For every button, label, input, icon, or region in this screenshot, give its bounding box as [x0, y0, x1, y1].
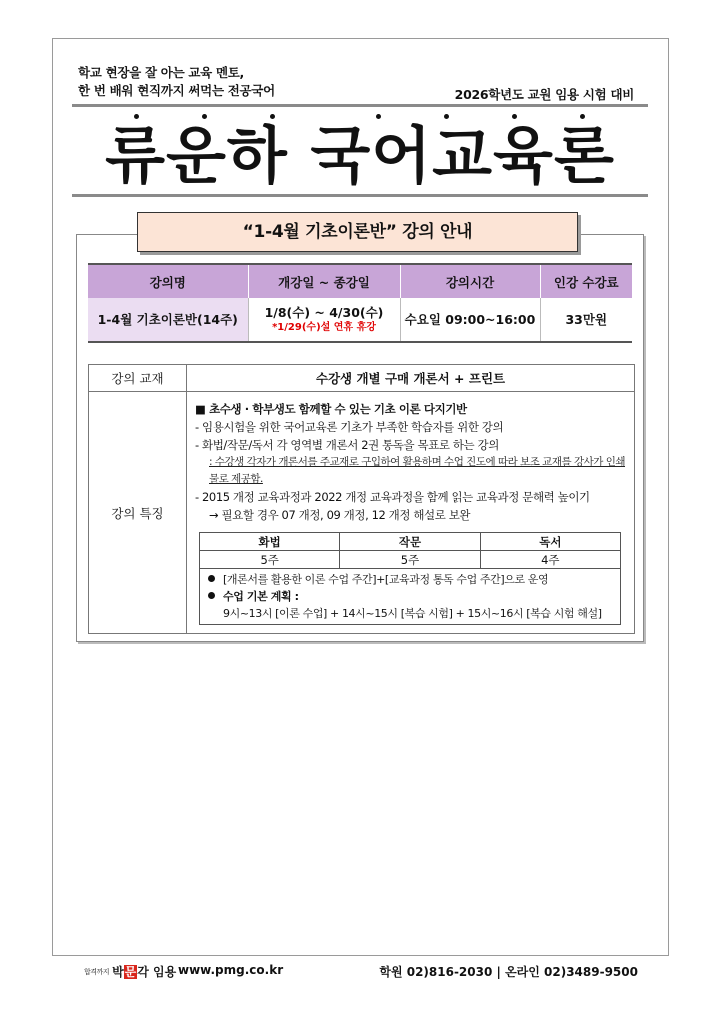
brand-suffix: 임용 — [148, 965, 177, 979]
footer-brand-logo — [84, 963, 176, 980]
feature-sub-item: → 필요할 경우 07 개정, 09 개정, 12 개정 해설로 보완 — [209, 508, 471, 522]
guide-banner: “1-4월 기초이론반” 강의 안내 — [137, 212, 578, 252]
col-header-fee: 인강 수강료 — [540, 264, 632, 298]
lecture-period: 1/8(수) ~ 4/30(수) — [264, 304, 384, 320]
plan-box — [199, 569, 621, 625]
col-header-time: 강의시간 — [400, 264, 540, 298]
detail-table — [88, 364, 635, 634]
feature-item: - 2015 개정 교육과정과 2022 개정 교육과정을 함께 읽는 교육과정 문해력 높이기 — [195, 490, 590, 504]
header-tagline — [78, 64, 275, 100]
title-top-rule — [72, 104, 648, 107]
lecture-period-cell — [248, 298, 400, 342]
weeks-value: 5주 — [200, 551, 340, 569]
brand-slogan: 합격까지 — [84, 967, 110, 976]
lecture-table-header — [88, 264, 632, 298]
plan-line — [208, 588, 614, 605]
weeks-value: 5주 — [340, 551, 480, 569]
bullet-icon — [208, 592, 215, 599]
features-label: 강의 특징 — [89, 392, 187, 634]
weeks-header: 작문 — [340, 533, 480, 551]
plan-line — [208, 571, 614, 588]
brand-char: 각 — [137, 965, 149, 979]
weeks-header: 독서 — [480, 533, 620, 551]
table-row — [88, 298, 632, 342]
feature-note: : 수강생 각자가 개론서를 주교재로 구입하여 활용하며 수업 진도에 따라 보조 교재를 강사가 인쇄물로 제공함. — [209, 456, 626, 485]
brand-name — [112, 963, 176, 980]
tagline-line-2: 한 번 배워 현직까지 써먹는 전공국어 — [78, 83, 275, 98]
col-header-period: 개강일 ~ 종강일 — [248, 264, 400, 298]
holiday-note: *1/29(수)설 연휴 휴강 — [272, 321, 376, 333]
feature-item: - 임용시험을 위한 국어교육론 기초가 부족한 학습자를 위한 강의 — [195, 420, 504, 434]
lecture-fee: 33만원 — [540, 298, 632, 342]
weeks-header-row — [200, 533, 621, 551]
col-header-name: 강의명 — [88, 264, 248, 298]
lecture-time: 수요일 09:00~16:00 — [400, 298, 540, 342]
tagline-line-1: 학교 현장을 잘 아는 교육 멘토, — [78, 65, 245, 80]
textbook-label: 강의 교재 — [89, 365, 187, 392]
lecture-name: 1-4월 기초이론반(14주) — [88, 298, 248, 342]
plan-text: [개론서를 활용한 이론 수업 주간]+[교육과정 통독 수업 주간]으로 운영 — [223, 573, 549, 586]
weeks-header: 화법 — [200, 533, 340, 551]
table-row — [200, 551, 621, 569]
weeks-value: 4주 — [480, 551, 620, 569]
features-cell — [187, 392, 635, 634]
footer-url-link[interactable]: www.pmg.co.kr — [178, 963, 284, 977]
textbook-row — [89, 365, 635, 392]
exam-year-label: 2026학년도 교원 임용 시험 대비 — [454, 87, 634, 102]
footer-divider — [52, 955, 669, 956]
title-bottom-rule — [72, 194, 648, 197]
plan-label: 수업 기본 계획 : — [223, 590, 299, 603]
footer-contact: 학원 02)816-2030 | 온라인 02)3489-9500 — [379, 965, 638, 979]
features-heading: ■ 초수생 · 학부생도 함께할 수 있는 기초 이론 다지기반 — [195, 402, 467, 416]
lecture-table — [88, 263, 632, 343]
brand-char-highlight: 문 — [124, 965, 137, 979]
features-row — [89, 392, 635, 634]
plan-schedule: 9시~13시 [이론 수업] + 14시~15시 [복습 시험] + 15시~16시 [복습 시험 해설] — [223, 607, 602, 620]
brand-char: 박 — [112, 965, 124, 979]
weeks-table — [199, 532, 621, 569]
page-title: 류운하 국어교육론 — [105, 119, 615, 192]
bullet-icon — [208, 575, 215, 582]
textbook-value: 수강생 개별 구매 개론서 + 프린트 — [187, 365, 635, 392]
feature-item: - 화법/작문/독서 각 영역별 개론서 2권 통독을 목표로 하는 강의 — [195, 438, 499, 452]
